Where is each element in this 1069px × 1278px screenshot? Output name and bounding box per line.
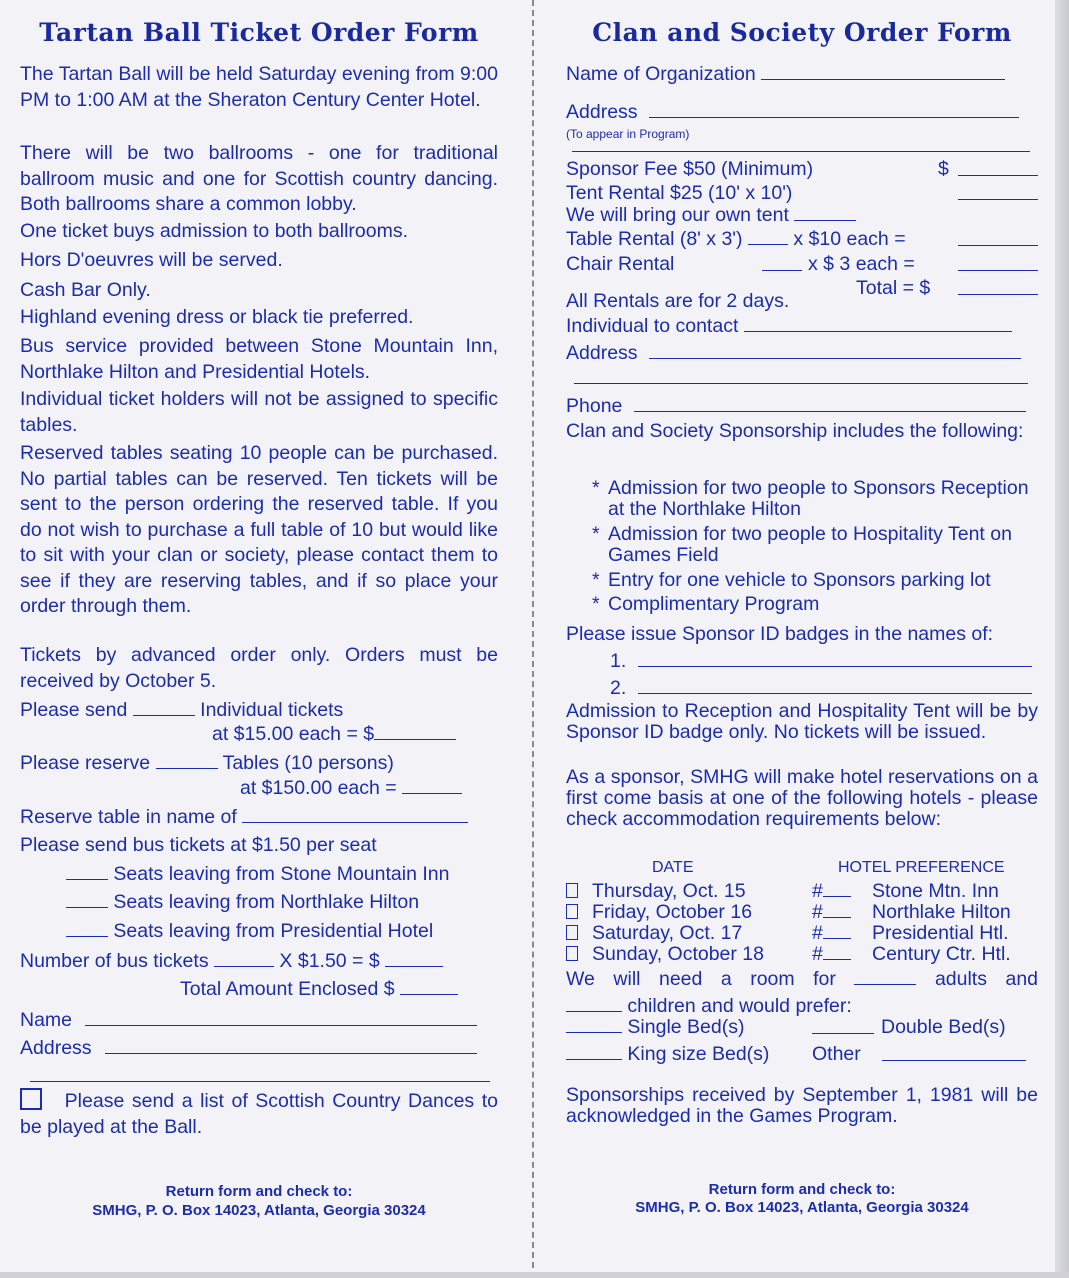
- benefit-item: * Admission for two people to Hospitality Tent on Games Field: [592, 523, 1012, 566]
- total-label: Total Amount Enclosed $: [180, 978, 395, 1000]
- badge-name-field[interactable]: [638, 650, 1032, 667]
- table-qty-field[interactable]: [156, 752, 218, 769]
- bus-amount-field[interactable]: [385, 950, 443, 967]
- chair-calc: x $ 3 each =: [808, 253, 915, 275]
- hotel-label: Presidential Htl.: [872, 922, 1009, 944]
- fold-line: [532, 0, 534, 1278]
- page-edge-bottom: [0, 1272, 1069, 1278]
- table-amount-field[interactable]: [402, 777, 462, 794]
- includes-text: Clan and Society Sponsorship includes the following:: [566, 420, 1024, 442]
- return-label: Return form and check to:: [708, 1181, 896, 1198]
- address-note: (To appear in Program): [566, 127, 690, 141]
- hotel-rank: #: [812, 942, 851, 966]
- paragraph: There will be two ballrooms - one for traditional ballroom music and one for Scottish country dancing. Both ballrooms share a common lobby.: [20, 142, 498, 215]
- hotel-rank-field[interactable]: [823, 943, 851, 960]
- chair-amount-field[interactable]: [958, 254, 1038, 271]
- admission-text: Admission to Reception and Hospitality Tent will be by Sponsor ID badge only. No tickets will be issued.: [566, 700, 1038, 743]
- benefit-item: * Admission for two people to Sponsors Reception at the Northlake Hilton: [592, 477, 1029, 520]
- paragraph: Reserved tables seating 10 people can be purchased. No partial tables can be reserved. Ten tickets will be sent to the person ordering the reserved table. If you do not wish to purchase a full table of 10 but would like to sit with your clan or society, please contact them to see if they are reserving tables, and if so place your order through them.: [20, 442, 498, 617]
- single-bed-field[interactable]: [566, 1016, 622, 1033]
- bus-seat-field[interactable]: [66, 920, 108, 937]
- children-label: children and would prefer:: [627, 995, 852, 1017]
- badge-number: 1.: [610, 650, 627, 672]
- paragraph: Hors D'oeuvres will be served.: [20, 249, 283, 271]
- tent-field[interactable]: [958, 183, 1038, 200]
- ticket-qty-field[interactable]: [133, 699, 195, 716]
- hotel-note: As a sponsor, SMHG will make hotel reservations on a first come basis at one of the following hotels - please check accommodation requirements below:: [566, 766, 1038, 830]
- bus-seat-field[interactable]: [66, 891, 108, 908]
- room-text-2: adults and: [934, 968, 1039, 990]
- date-checkbox[interactable]: [566, 925, 578, 940]
- paragraph: The Tartan Ball will be held Saturday evening from 9:00 PM to 1:00 AM at the Sheraton Century Center Hotel.: [20, 63, 498, 111]
- date-label: Friday, October 16: [592, 901, 753, 923]
- paragraph: Tickets by advanced order only. Orders must be received by October 5.: [20, 644, 498, 692]
- sponsor-fee-field[interactable]: [958, 159, 1038, 176]
- send-price: at $15.00 each = $: [212, 723, 375, 745]
- sponsor-fee-label: Sponsor Fee $50 (Minimum): [566, 158, 814, 180]
- return-label: Return form and check to:: [165, 1183, 353, 1200]
- bus-calc: X $1.50 = $: [279, 950, 380, 972]
- hotel-rank-field[interactable]: [823, 901, 851, 918]
- badge-name-field[interactable]: [638, 677, 1032, 694]
- double-label: Double Bed(s): [881, 1016, 1006, 1038]
- own-tent-field[interactable]: [794, 204, 856, 221]
- other-field[interactable]: [882, 1044, 1026, 1061]
- hotel-rank: #: [812, 879, 851, 903]
- form-title: Clan and Society Order Form: [592, 18, 1012, 47]
- name-field[interactable]: [85, 1009, 477, 1026]
- dollar-sign: $: [938, 158, 949, 180]
- table-amount-field[interactable]: [958, 229, 1038, 246]
- total-label: Total = $: [856, 277, 931, 299]
- bus-number-label: Number of bus tickets: [20, 950, 209, 972]
- children-field[interactable]: [566, 995, 622, 1012]
- hotel-date-row: [566, 942, 1038, 966]
- adults-field[interactable]: [854, 968, 916, 985]
- hotel-rank: #: [812, 900, 851, 924]
- org-field[interactable]: [761, 63, 1005, 80]
- bus-seat-option: Seats leaving from Stone Mountain Inn: [113, 863, 450, 885]
- badge-number: 2.: [610, 677, 627, 699]
- address-field-2[interactable]: [572, 135, 1030, 152]
- hotel-rank-field[interactable]: [823, 922, 851, 939]
- reserve-name-field[interactable]: [242, 806, 468, 823]
- bus-number-field[interactable]: [214, 950, 274, 967]
- org-label: Name of Organization: [566, 63, 756, 85]
- date-checkbox[interactable]: [566, 946, 578, 961]
- dances-label: Please send a list of Scottish Country Dances to be played at the Ball.: [20, 1090, 498, 1138]
- hotel-label: Stone Mtn. Inn: [872, 880, 999, 902]
- table-qty-field[interactable]: [748, 228, 788, 245]
- ticket-amount-field[interactable]: [374, 723, 456, 740]
- room-text: We will need a room for: [566, 968, 836, 990]
- single-label: Single Bed(s): [627, 1016, 745, 1038]
- double-bed-field[interactable]: [812, 1017, 874, 1034]
- hotel-rank-field[interactable]: [823, 880, 851, 897]
- send-item: Individual tickets: [200, 699, 344, 721]
- address-label: Address: [566, 101, 638, 123]
- reserve-item: Tables (10 persons): [222, 752, 394, 774]
- king-bed-field[interactable]: [566, 1043, 622, 1060]
- hotel-label: Century Ctr. Htl.: [872, 943, 1011, 965]
- hotel-label: Northlake Hilton: [872, 901, 1011, 923]
- badges-text: Please issue Sponsor ID badges in the names of:: [566, 623, 994, 645]
- deadline-text: Sponsorships received by September 1, 1981 will be acknowledged in the Games Program.: [566, 1084, 1038, 1127]
- total-field[interactable]: [400, 978, 458, 995]
- own-tent-label: We will bring our own tent: [566, 204, 789, 226]
- benefit-item: * Complimentary Program: [592, 593, 820, 615]
- date-header: DATE: [652, 859, 694, 876]
- tent-label: Tent Rental $25 (10' x 10'): [566, 182, 793, 204]
- bus-seat-field[interactable]: [66, 863, 108, 880]
- rentals-note: All Rentals are for 2 days.: [566, 290, 790, 312]
- bus-seat-option: Seats leaving from Presidential Hotel: [113, 920, 434, 942]
- other-label: Other: [812, 1043, 861, 1065]
- contact-field[interactable]: [744, 315, 1012, 332]
- paragraph: Highland evening dress or black tie preferred.: [20, 306, 414, 328]
- address-field[interactable]: [649, 101, 1019, 118]
- phone-field[interactable]: [634, 395, 1026, 412]
- date-label: Thursday, Oct. 15: [592, 880, 746, 902]
- hotel-rank: #: [812, 921, 851, 945]
- paragraph: Cash Bar Only.: [20, 279, 151, 301]
- contact-address-field-2[interactable]: [574, 367, 1028, 384]
- checkbox-dances[interactable]: [20, 1088, 42, 1110]
- paragraph: Individual ticket holders will not be assigned to specific tables.: [20, 388, 498, 436]
- send-label: Please send: [20, 699, 128, 721]
- reserve-price: at $150.00 each =: [240, 777, 397, 799]
- address-label: Address: [20, 1037, 92, 1059]
- return-address: SMHG, P. O. Box 14023, Atlanta, Georgia 30324: [635, 1199, 969, 1216]
- contact-address-field[interactable]: [649, 342, 1021, 359]
- chair-qty-field[interactable]: [762, 254, 802, 271]
- date-checkbox[interactable]: [566, 904, 578, 919]
- hotel-header: HOTEL PREFERENCE: [838, 859, 1005, 876]
- form-title: Tartan Ball Ticket Order Form: [39, 18, 479, 47]
- page-edge: [1055, 0, 1069, 1278]
- benefit-item: * Entry for one vehicle to Sponsors parking lot: [592, 569, 991, 591]
- paragraph: Bus service provided between Stone Mountain Inn, Northlake Hilton and Presidential Hotels.: [20, 335, 498, 383]
- bus-label: Please send bus tickets at $1.50 per seat: [20, 834, 377, 856]
- reserve-name-label: Reserve table in name of: [20, 806, 237, 828]
- date-label: Saturday, Oct. 17: [592, 922, 743, 944]
- name-label: Name: [20, 1009, 73, 1031]
- table-calc: x $10 each =: [793, 228, 906, 250]
- king-label: King size Bed(s): [627, 1043, 770, 1065]
- address-field-2[interactable]: [30, 1065, 490, 1082]
- bus-seat-option: Seats leaving from Northlake Hilton: [113, 891, 420, 913]
- chair-label: Chair Rental: [566, 253, 675, 275]
- return-address: SMHG, P. O. Box 14023, Atlanta, Georgia 30324: [92, 1202, 426, 1219]
- date-checkbox[interactable]: [566, 883, 578, 898]
- phone-label: Phone: [566, 395, 623, 417]
- table-label: Table Rental (8' x 3'): [566, 228, 743, 250]
- address-field[interactable]: [105, 1037, 477, 1054]
- date-label: Sunday, October 18: [592, 943, 764, 965]
- contact-label: Individual to contact: [566, 315, 739, 337]
- paragraph: One ticket buys admission to both ballrooms.: [20, 220, 409, 242]
- contact-address-label: Address: [566, 342, 638, 364]
- reserve-label: Please reserve: [20, 752, 151, 774]
